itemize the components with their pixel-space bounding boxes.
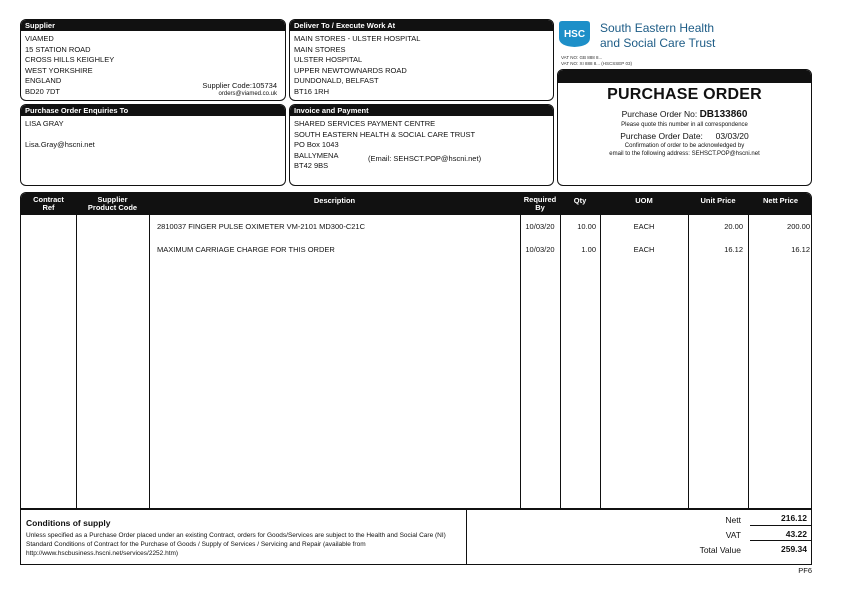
invoice-line: BALLYMENA (294, 150, 339, 160)
column-divider (688, 215, 689, 508)
row-unit-price: 20.00 (724, 222, 743, 231)
total-label: Total Value (699, 545, 741, 555)
table-header (21, 193, 811, 215)
supplier-box (20, 19, 286, 101)
supplier-line: ENGLAND (25, 76, 62, 86)
po-number-line (558, 109, 811, 120)
col-required-by: Required By (523, 195, 557, 212)
enquiries-email[interactable]: Lisa.Gray@hscni.net (25, 139, 95, 149)
po-email-note-2: email to the following address: SEHSCT.POP@hscni.net (609, 151, 760, 157)
deliver-line: MAIN STORES - ULSTER HOSPITAL (294, 34, 421, 43)
col-uom: UOM (635, 196, 653, 205)
vat-numbers (561, 55, 632, 67)
deliver-line: UPPER NEWTOWNARDS ROAD (294, 65, 407, 75)
invoice-box (289, 104, 554, 186)
supplier-line: CROSS HILLS KEIGHLEY (25, 55, 115, 65)
po-number-label: Purchase Order No: (621, 109, 698, 119)
invoice-header: Invoice and Payment (290, 105, 553, 116)
supplier-email: orders@viamed.co.uk (218, 91, 277, 97)
conditions-title: Conditions of supply (26, 518, 111, 528)
totals-divider (750, 525, 811, 526)
row-qty: 1.00 (581, 245, 596, 254)
nett-value: 216.12 (781, 513, 807, 523)
column-divider (520, 215, 521, 508)
deliver-line: MAIN STORES (294, 44, 346, 54)
column-divider (748, 215, 749, 508)
purchase-order-box (557, 69, 812, 186)
supplier-line: WEST YORKSHIRE (25, 65, 93, 75)
row-required-by: 10/03/20 (525, 222, 555, 231)
row-nett-price: 200.00 (787, 222, 810, 231)
row-unit-price: 16.12 (724, 245, 743, 254)
supplier-header: Supplier (21, 20, 285, 31)
conditions-of-supply (20, 509, 466, 565)
hsc-logo-icon (558, 20, 591, 48)
invoice-line: BT42 9BS (294, 161, 329, 171)
col-contract-ref: Contract Ref (33, 195, 64, 212)
vat-value: 43.22 (785, 529, 807, 539)
col-supplier-product-code: Supplier Product Code (87, 195, 138, 212)
deliver-line: DUNDONALD, BELFAST (294, 76, 379, 86)
form-code: PF6 (798, 566, 812, 575)
invoice-email[interactable]: (Email: SEHSCT.POP@hscni.net) (368, 154, 482, 163)
col-qty: Qty (573, 196, 587, 205)
totals-box (466, 509, 812, 565)
logo-line-1: South Eastern Health (600, 21, 715, 35)
po-number: DB133860 (699, 109, 748, 120)
column-divider (76, 215, 77, 508)
row-nett-price: 16.12 (791, 245, 810, 254)
conditions-text: Unless specified as a Purchase Order placed under an existing Contract, orders for Goods/Services are subject to the Health and Social Care (NI) Standard Conditions of Contract for the Purchase of Goods / Supply of Services / Servicing and Repair (available from http://www.hscbusiness.hscni.net/services/2252.htm) (26, 532, 446, 558)
row-qty: 10.00 (577, 222, 596, 231)
po-header-bar (558, 70, 811, 83)
invoice-line: PO Box 1043 (294, 140, 339, 150)
po-date: 03/03/20 (715, 131, 749, 141)
column-divider (149, 215, 150, 508)
totals-divider (750, 540, 811, 541)
logo-mark-text: HSC (563, 29, 586, 40)
supplier-line: VIAMED (25, 34, 54, 43)
po-date-label: Purchase Order Date: (620, 131, 703, 141)
row-uom: EACH (633, 245, 655, 254)
logo-line-2: and Social Care Trust (600, 36, 716, 50)
invoice-line: SHARED SERVICES PAYMENT CENTRE (294, 119, 436, 128)
enquiries-name: LISA GRAY (25, 119, 64, 128)
row-required-by: 10/03/20 (525, 245, 555, 254)
deliver-address (290, 31, 553, 98)
row-description: 2810037 FINGER PULSE OXIMETER VM-2101 MD300-C21C (157, 222, 365, 231)
column-divider (600, 215, 601, 508)
po-email-note-1: Confirmation of order to be acknowledged by (624, 143, 745, 149)
deliver-line: ULSTER HOSPITAL (294, 55, 363, 65)
column-divider (560, 215, 561, 508)
col-nett-price: Nett Price (762, 196, 798, 205)
po-date-line (558, 131, 811, 141)
supplier-line: BD20 7DT (25, 86, 61, 96)
row-uom: EACH (633, 222, 655, 231)
invoice-line: SOUTH EASTERN HEALTH & SOCIAL CARE TRUST (294, 129, 476, 139)
col-description: Description (313, 196, 356, 205)
supplier-code: Supplier Code:105734 (202, 81, 277, 90)
order-lines-table (20, 192, 812, 509)
col-unit-price: Unit Price (700, 196, 736, 205)
po-quote-note: Please quote this number in all correspondence (621, 122, 748, 128)
row-description: MAXIMUM CARRIAGE CHARGE FOR THIS ORDER (157, 245, 335, 254)
nett-label: Nett (725, 515, 741, 525)
deliver-to-box (289, 19, 554, 101)
enquiries-box (20, 104, 286, 186)
vat-label: VAT (725, 530, 741, 540)
vat-line-2: VAT NO: XI 888 8... (HSCSSEP 03) (561, 61, 632, 66)
invoice-address (290, 116, 553, 172)
vat-line-1: VAT NO: GB 888 8... (561, 55, 603, 60)
deliver-line: BT16 1RH (294, 86, 330, 96)
deliver-header: Deliver To / Execute Work At (290, 20, 553, 31)
po-title: PURCHASE ORDER (607, 86, 762, 103)
supplier-line: 15 STATION ROAD (25, 44, 91, 54)
enquiries-header: Purchase Order Enquiries To (21, 105, 285, 116)
total-value: 259.34 (781, 544, 807, 554)
